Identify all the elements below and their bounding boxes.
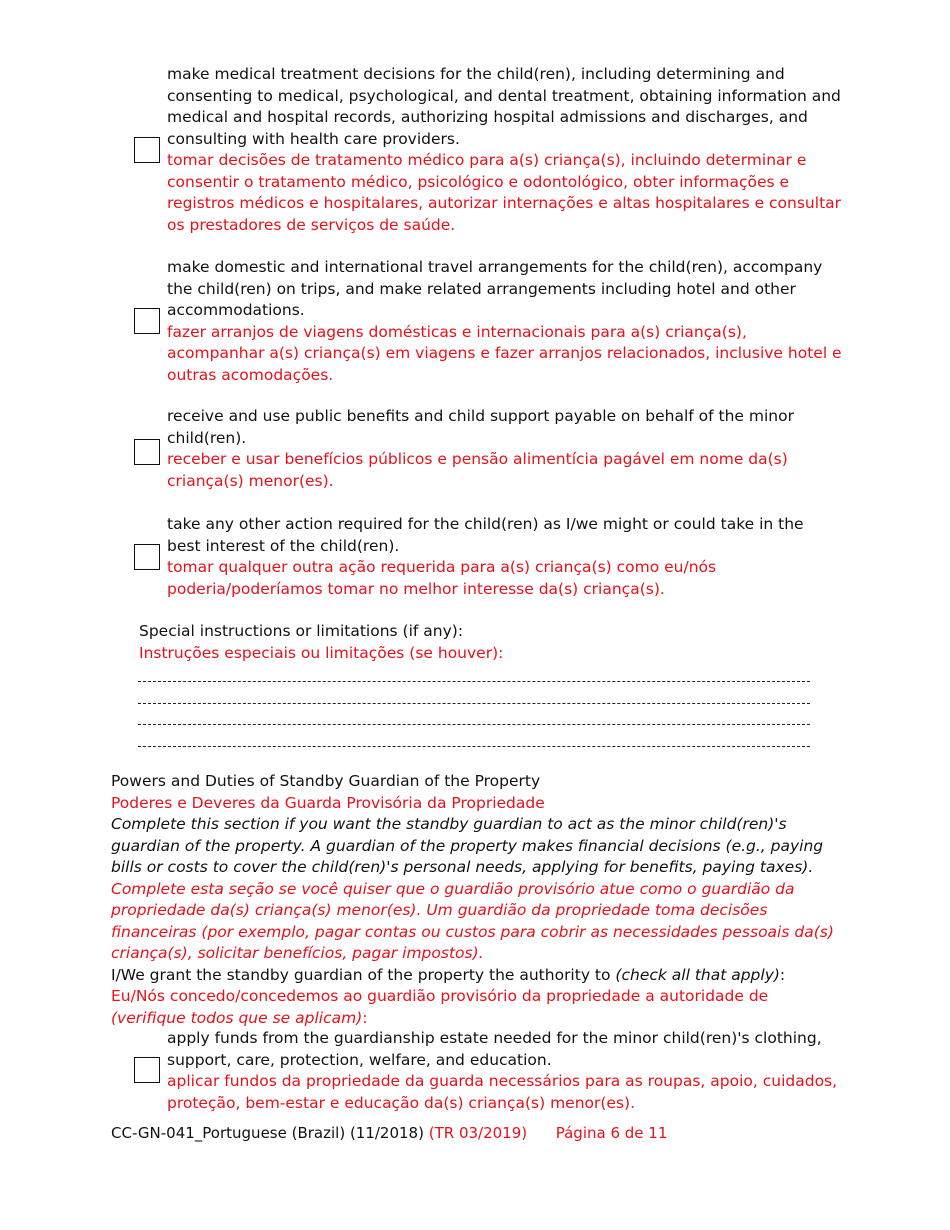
grant-end-pt: :: [362, 1008, 368, 1027]
option-travel-arrangements: [167, 257, 842, 386]
option-text-pt: aplicar fundos da propriedade da guarda necessários para as roupas, apoio, cuidados, proteção, bem-estar e educação da(s) criança(s) menor(es).: [167, 1072, 838, 1112]
form-number: CC-GN-041_Portuguese (Brazil) (11/2018): [111, 1124, 424, 1142]
option-other-action: [167, 514, 842, 600]
grant-statement-pt: [111, 986, 841, 1029]
option-text-en: receive and use public benefits and child support payable on behalf of the minor child(ren).: [167, 407, 794, 447]
option-public-benefits: [167, 406, 842, 492]
option-apply-funds: [167, 1028, 842, 1114]
section-heading-en: Powers and Duties of Standby Guardian of the Property: [111, 772, 541, 790]
option-text-en: make medical treatment decisions for the child(ren), including determining and consenting to medical, psychological, and dental treatment, obtaining information and medical and hospital records, authorizing hospital admissions and discharges, and consulting with health care providers.: [167, 65, 841, 148]
page-number: Página 6 de 11: [555, 1124, 668, 1142]
section-instructions-pt: Complete esta seção se você quiser que o guardião provisório atue como o guardião da propriedade da(s) criança(s) menor(es). Um guardião da propriedade toma decisões financeiras (por exemplo, pagar contas ou custos para cobrir as necessidades pessoais da(s) criança(s), solicitar benefícios, pagar impostos).: [111, 879, 834, 962]
grant-text-en: I/We grant the standby guardian of the property the authority to: [111, 965, 616, 984]
checkbox-other-action[interactable]: [134, 544, 160, 570]
option-text-en: take any other action required for the child(ren) as I/we might or could take in the best interest of the child(ren).: [167, 515, 804, 555]
option-text-pt: tomar decisões de tratamento médico para a(s) criança(s), incluindo determinar e consentir o tratamento médico, psicológico e odontológico, obter informações e registros médicos e hospitalares, autorizar internações e altas hospitalares e consultar os prestadores de serviços de saúde.: [167, 151, 842, 234]
grant-end-en: :: [779, 965, 786, 984]
checkbox-apply-funds[interactable]: [134, 1057, 160, 1083]
special-instructions-line-1[interactable]: [138, 681, 810, 682]
option-text-pt: fazer arranjos de viagens domésticas e internacionais para a(s) criança(s), acompanhar a(s) criança(s) em viagens e fazer arranjos relacionados, inclusive hotel e outras acomodações.: [167, 322, 842, 384]
property-section: [111, 771, 841, 1029]
special-instructions-line-3[interactable]: [138, 724, 810, 725]
option-text-en: make domestic and international travel arrangements for the child(ren), accompany the child(ren) on trips, and make related arrangements including hotel and other accommodations.: [167, 258, 823, 319]
grant-statement-en: [111, 965, 841, 987]
checkbox-medical-decisions[interactable]: [134, 137, 160, 163]
section-heading-pt: Poderes e Deveres da Guarda Provisória da Propriedade: [111, 793, 545, 812]
special-instructions-label: [139, 621, 839, 664]
option-text-pt: tomar qualquer outra ação requerida para a(s) criança(s) como eu/nós poderia/poderíamos tomar no melhor interesse da(s) criança(s).: [167, 558, 717, 598]
grant-note-en: (check all that apply): [615, 965, 780, 984]
special-label-en: Special instructions or limitations (if any):: [139, 622, 464, 640]
translation-revision: (TR 03/2019): [428, 1124, 528, 1142]
section-instructions-en: Complete this section if you want the standby guardian to act as the minor child(ren)'s guardian of the property. A guardian of the property makes financial decisions (e.g., paying bills or costs to cover the child(ren)'s personal needs, applying for benefits, paying taxes).: [111, 815, 824, 876]
checkbox-travel-arrangements[interactable]: [134, 308, 160, 334]
special-instructions-line-2[interactable]: [138, 703, 810, 704]
page-footer: [111, 1123, 667, 1145]
special-instructions-line-4[interactable]: [138, 746, 810, 747]
option-text-pt: receber e usar benefícios públicos e pensão alimentícia pagável em nome da(s) criança(s) menor(es).: [167, 450, 788, 490]
special-label-pt: Instruções especiais ou limitações (se houver):: [139, 643, 504, 662]
grant-text-pt: Eu/Nós concedo/concedemos ao guardião provisório da propriedade a autoridade de: [111, 987, 769, 1005]
grant-note-pt: (verifique todos que se aplicam): [111, 1008, 363, 1027]
option-text-en: apply funds from the guardianship estate needed for the minor child(ren)'s clothing, support, care, protection, welfare, and education.: [167, 1029, 822, 1069]
checkbox-public-benefits[interactable]: [134, 439, 160, 465]
option-medical-decisions: [167, 64, 842, 236]
